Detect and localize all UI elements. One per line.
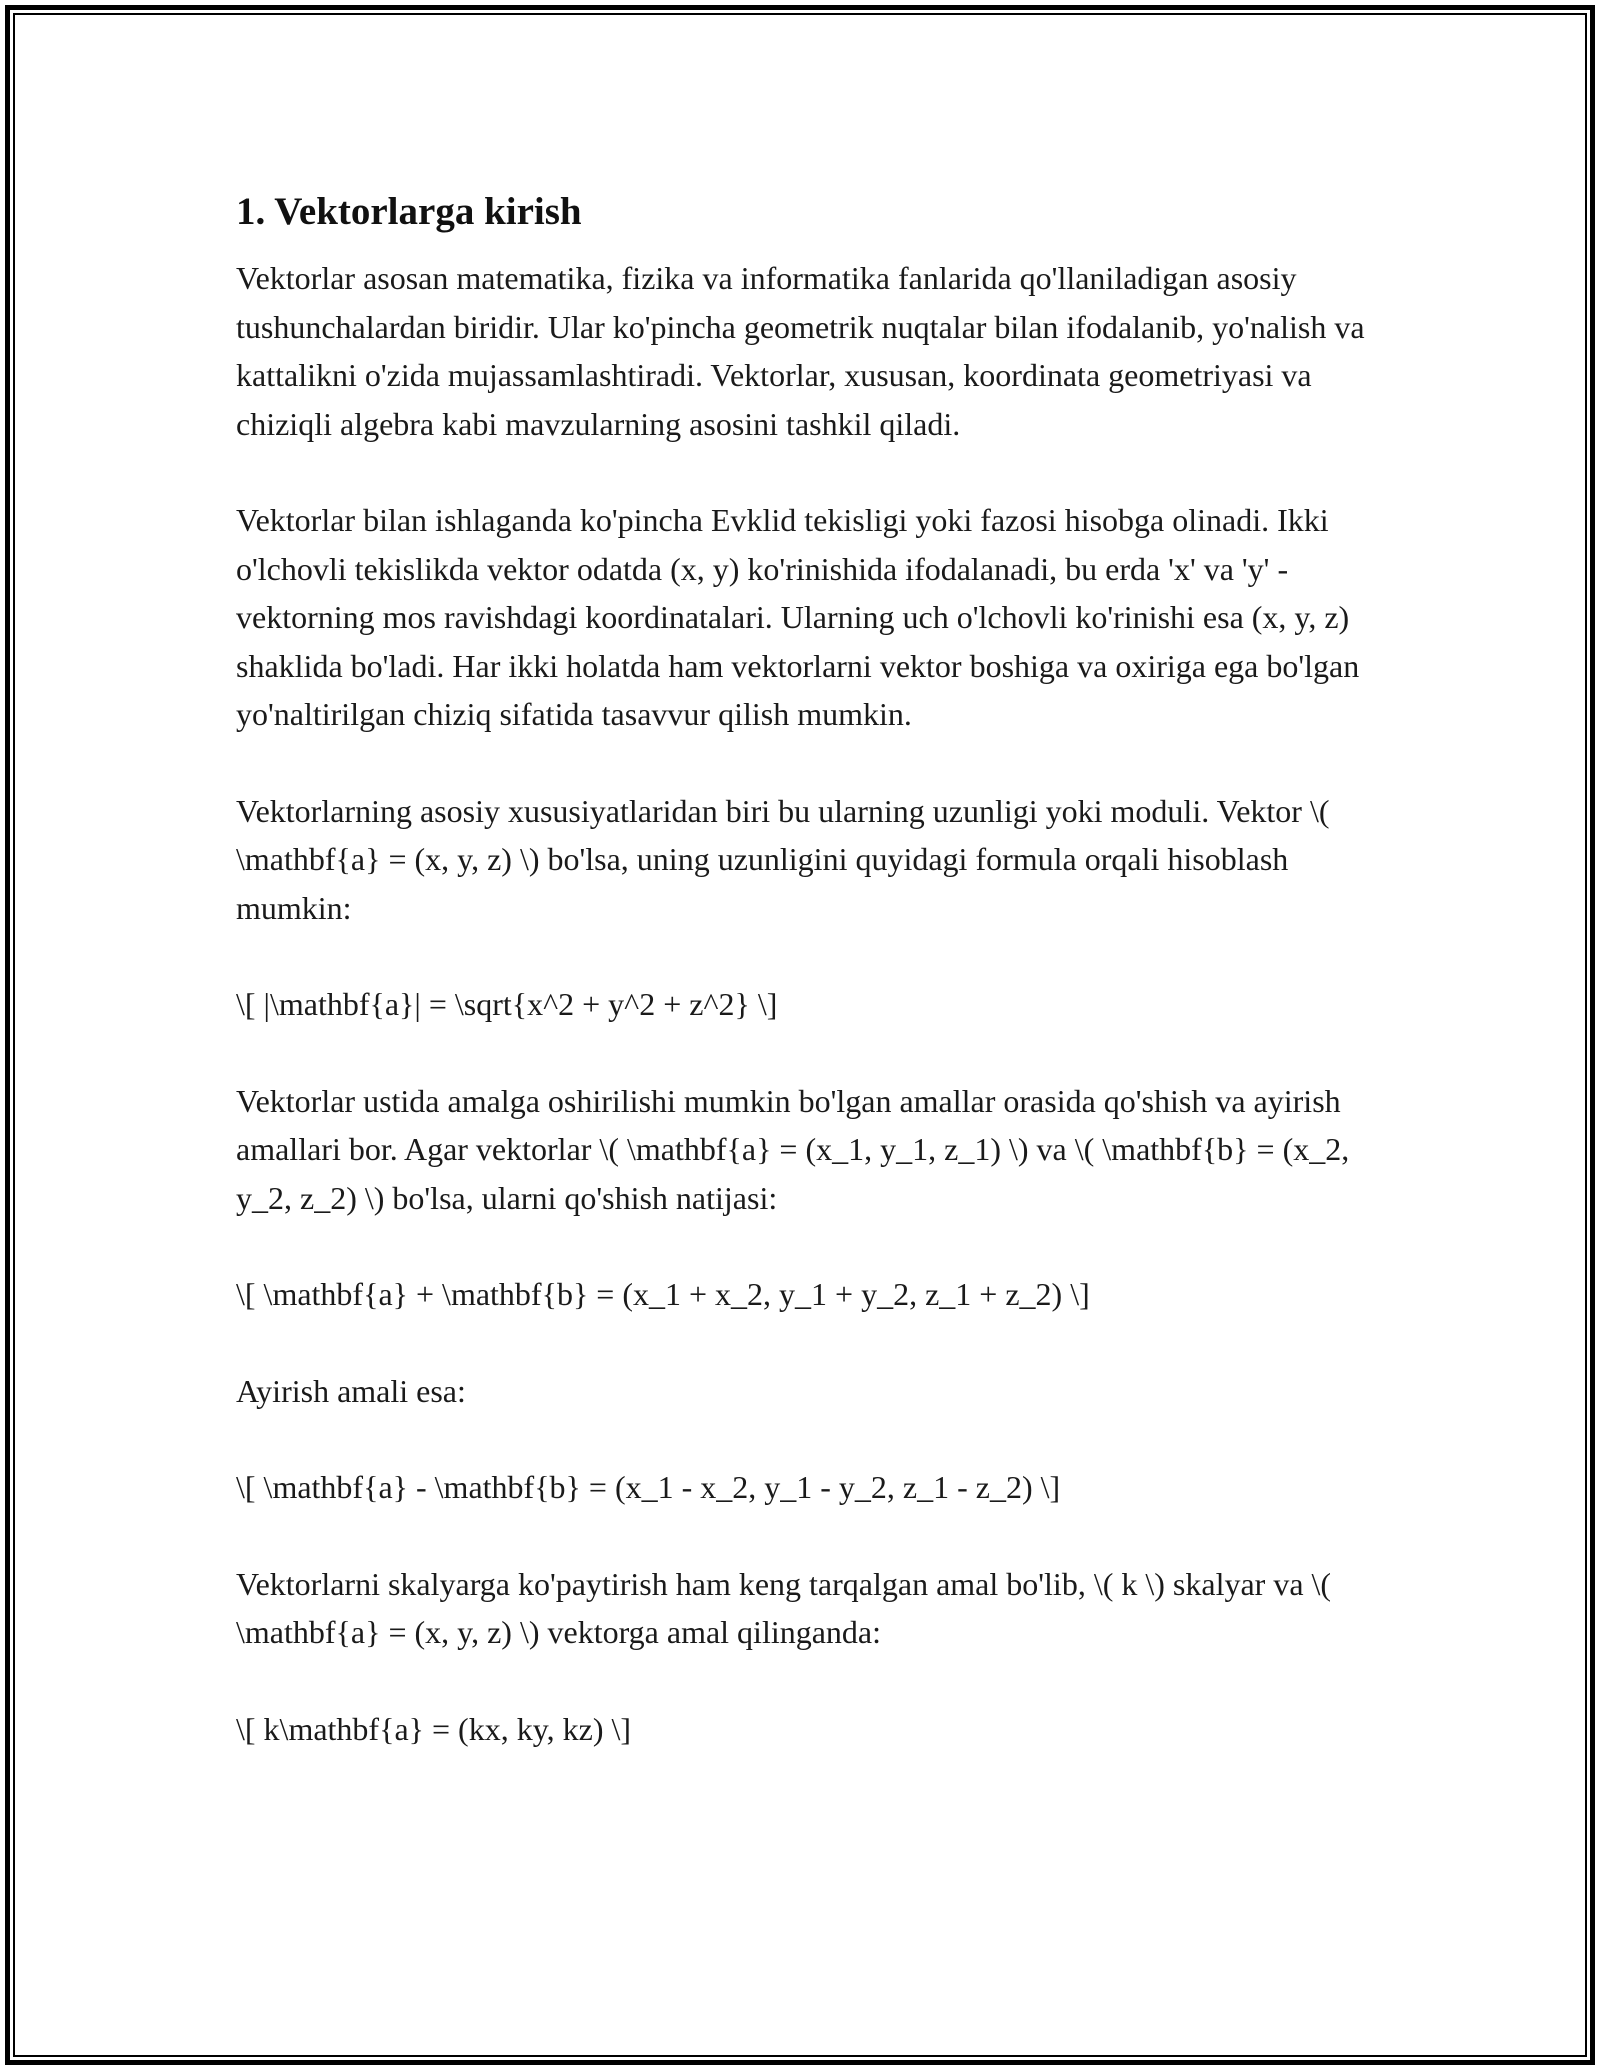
paragraph-euclid: Vektorlar bilan ishlaganda ko'pincha Evklid tekisligi yoki fazosi hisobga olinadi. Ikki o'lchovli tekislikda vektor odatda (x, y) ko'rinishida ifodalanadi, bu erda 'x' va 'y' - vektorning mos ravishdagi koordinatalari. Ularning uch o'lchovli ko'rinishi esa (x, y, z) shaklida bo'ladi. Har ikki holatda ham vektorlarni vektor boshiga va oxiriga ega bo'lgan yo'naltirilgan chiziq sifatida tasavvur qilish mumkin. bbox=[236, 502, 1360, 732]
formula-scalar: \[ k\mathbf{a} = (kx, ky, kz) \] bbox=[236, 1710, 632, 1747]
paragraph-scalar: Vektorlarni skalyarga ko'paytirish ham keng tarqalgan amal bo'lib, \( k \) skalyar va \( \mathbf{a} = (x, y, z) \) vektorga amal qilinganda: bbox=[236, 1565, 1332, 1650]
formula-length: \[ |\mathbf{a}| = \sqrt{x^2 + y^2 + z^2} \] bbox=[236, 986, 778, 1022]
paragraph-length: Vektorlarning asosiy xususiyatlaridan biri bu ularning uzunligi yoki moduli. Vektor \( \mathbf{a} = (x, y, z) \) bo'lsa, uning uzunligini quyidagi formula orqali hisoblash mumkin: bbox=[236, 792, 1330, 926]
paragraph-intro: Vektorlar asosan matematika, fizika va informatika fanlarida qo'llaniladigan asosiy tushunchalardan biridir. Ular ko'pincha geometrik nuqtalar bilan ifodalanib, yo'nalish va kattalikni o'zida mujassamlashtiradi. Vektorlar, xususan, koordinata geometriyasi va chiziqli algebra kabi mavzularning asosini tashkil qiladi. bbox=[236, 260, 1365, 442]
paragraph-subtraction: Ayirish amali esa: bbox=[236, 1372, 466, 1409]
document-body bbox=[236, 186, 1396, 1801]
paragraph-addition: Vektorlar ustida amalga oshirilishi mumkin bo'lgan amallar orasida qo'shish va ayirish amallari bor. Agar vektorlar \( \mathbf{a} = (x_1, y_1, z_1) \) va \( \mathbf{b} = (x_2, y_2, z_2) \) bo'lsa, ularni qo'shish natijasi: bbox=[236, 1082, 1350, 1216]
formula-subtraction: \[ \mathbf{a} - \mathbf{b} = (x_1 - x_2, y_1 - y_2, z_1 - z_2) \] bbox=[236, 1469, 1061, 1505]
section-heading: 1. Vektorlarga kirish bbox=[236, 190, 582, 233]
formula-addition: \[ \mathbf{a} + \mathbf{b} = (x_1 + x_2, y_1 + y_2, z_1 + z_2) \] bbox=[236, 1276, 1090, 1312]
